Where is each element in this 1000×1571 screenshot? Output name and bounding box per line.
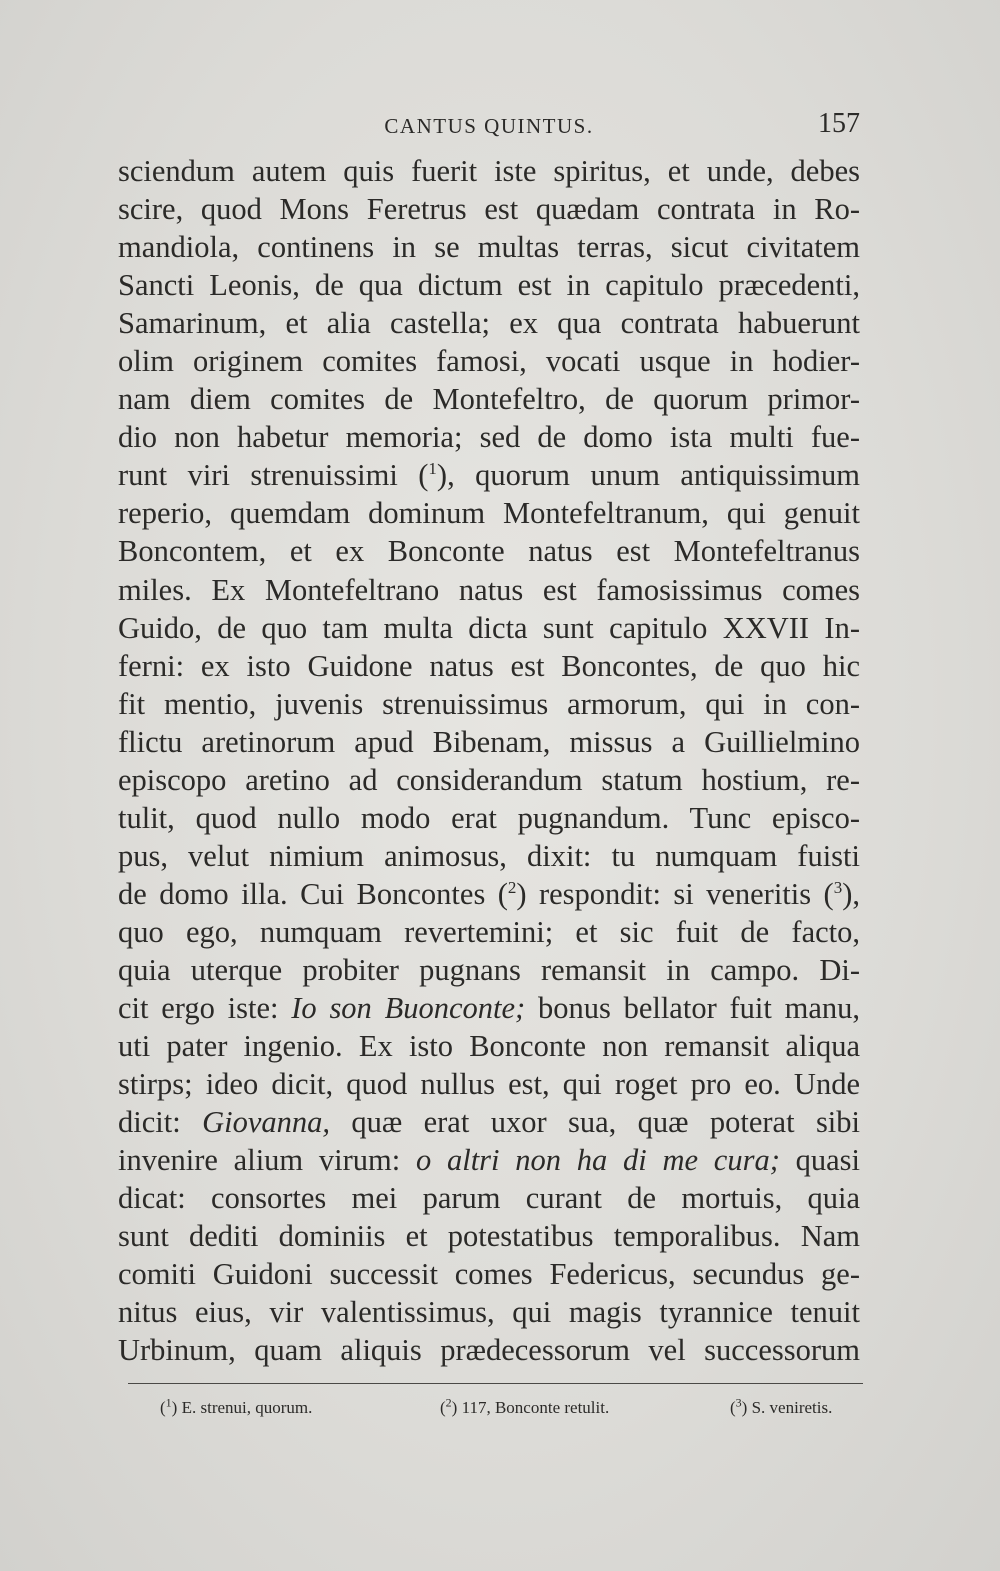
page-number: 157 — [818, 108, 860, 139]
text-segment: uti pater ingenio. Ex isto Bonconte non remansit aliqua — [118, 1029, 860, 1064]
text-line — [118, 1331, 860, 1369]
text-line — [118, 1027, 860, 1065]
text-segment: reperio, quemdam dominum Montefeltranum, qui genuit — [118, 496, 860, 531]
text-line — [118, 1103, 860, 1141]
text-line — [118, 190, 860, 228]
text-segment: Urbinum, quam aliquis prædecessorum vel successorum — [118, 1333, 860, 1368]
text-line — [118, 380, 860, 418]
text-line — [118, 1179, 860, 1217]
text-line — [118, 152, 860, 190]
footnote-reference: 3 — [833, 877, 843, 897]
text-segment: episcopo aretino ad considerandum statum hostium, re- — [118, 762, 860, 797]
text-segment: fit mentio, juvenis strenuissimus armorum, qui in con- — [118, 686, 860, 721]
text-segment: tulit, quod nullo modo erat pugnandum. Tunc episco- — [118, 800, 860, 835]
text-segment: Guido, de quo tam multa dicta sunt capitulo XXVII In- — [118, 610, 860, 645]
text-line — [118, 723, 860, 761]
text-line — [118, 609, 860, 647]
text-segment: ), — [842, 876, 860, 911]
footnote-marker: 3 — [735, 1395, 742, 1410]
text-segment: Boncontem, et ex Bonconte natus est Montefeltranus — [118, 534, 860, 569]
text-segment: sciendum autem quis fuerit iste spiritus, et unde, debes — [118, 154, 860, 188]
text-segment: comiti Guidoni successit comes Federicus, secundus ge- — [118, 1257, 860, 1292]
running-title: CANTUS QUINTUS. — [384, 114, 594, 138]
text-segment: Samarinum, et alia castella; ex qua contrata habuerunt — [118, 306, 860, 341]
text-line — [118, 951, 860, 989]
running-head — [118, 108, 860, 144]
text-line — [118, 1141, 860, 1179]
footnote-reference: 1 — [428, 459, 437, 479]
text-line — [118, 532, 860, 570]
text-segment: pus, velut nimium animosus, dixit: tu numquam fuisti — [118, 838, 860, 873]
italic-quote: o altri non ha di me cura; — [415, 1143, 780, 1178]
text-segment: dio non habetur memoria; sed de domo ista multi fue- — [118, 420, 860, 455]
footnotes — [160, 1395, 863, 1428]
text-line — [118, 647, 860, 685]
text-line — [118, 837, 860, 875]
text-segment: quo ego, numquam revertemini; et sic fuit de facto, — [118, 914, 860, 949]
text-segment: stirps; ideo dicit, quod nullus est, qui roget pro eo. Unde — [118, 1067, 860, 1102]
text-line — [118, 571, 860, 609]
text-segment: nitus eius, vir valentissimus, qui magis tyrannice tenuit — [118, 1295, 860, 1330]
text-segment: miles. Ex Montefeltrano natus est famosissimus comes — [118, 572, 860, 607]
text-line — [118, 342, 860, 380]
text-line — [118, 875, 860, 913]
footnote-marker: 1 — [165, 1395, 172, 1410]
text-line — [118, 494, 860, 532]
text-segment: Sancti Leonis, de qua dictum est in capitulo præcedenti, — [118, 268, 860, 303]
text-segment: sunt dediti dominiis et potestatibus temporalibus. Nam — [118, 1219, 860, 1254]
text-segment: quasi — [779, 1143, 860, 1178]
text-segment: cit ergo iste: — [118, 991, 292, 1026]
footnote-1: ($^1$) E. strenui, quorum. — [160, 1395, 313, 1417]
text-line — [118, 456, 860, 494]
text-line — [118, 228, 860, 266]
text-line — [118, 418, 860, 456]
text-line — [118, 799, 860, 837]
footnote-2: ($^2$) 117, Bonconte retulit. — [440, 1395, 610, 1417]
text-segment: quia uterque probiter pugnans remansit in campo. Di- — [118, 952, 860, 987]
text-segment: scire, quod Mons Feretrus est quædam contrata in Ro- — [118, 192, 860, 227]
footnote-divider — [128, 1383, 863, 1384]
footnote-3: ($^3$) S. veniretis. — [730, 1395, 833, 1417]
text-segment: ferni: ex isto Guidone natus est Boncontes, de quo hic — [118, 648, 860, 683]
text-segment: dicit: — [118, 1105, 203, 1140]
text-line — [118, 304, 860, 342]
footnote-text: E. strenui, quorum. — [181, 1398, 313, 1417]
text-segment: dicat: consortes mei parum curant de mortuis, quia — [118, 1181, 860, 1216]
italic-quote: Giovanna, — [202, 1105, 330, 1140]
footnote-text: S. veniretis. — [751, 1398, 833, 1417]
text-segment: runt viri strenuissimi ( — [118, 458, 429, 493]
footnote-marker: 2 — [445, 1395, 452, 1410]
text-segment: flictu aretinorum apud Bibenam, missus a Guillielmino — [118, 724, 860, 759]
text-segment: de domo illa. Cui Boncontes ( — [118, 876, 508, 911]
text-segment: quæ erat uxor sua, quæ poterat sibi — [330, 1105, 861, 1140]
text-line — [118, 685, 860, 723]
text-line — [118, 1217, 860, 1255]
footnote-text: 117, Bonconte retulit. — [461, 1398, 610, 1417]
text-line — [118, 913, 860, 951]
text-segment: invenire alium virum: — [118, 1143, 416, 1178]
text-line — [118, 761, 860, 799]
text-segment: ), quorum unum antiquissimum — [436, 458, 860, 493]
text-segment: ) respondit: si veneritis ( — [516, 876, 834, 911]
text-line — [118, 1293, 860, 1331]
text-line — [118, 1065, 860, 1103]
footnote-reference: 2 — [507, 877, 517, 897]
italic-quote: Io son Buonconte; — [291, 991, 526, 1026]
text-segment: olim originem comites famosi, vocati usque in hodier- — [118, 344, 860, 379]
text-line — [118, 1255, 860, 1293]
body-text — [118, 152, 860, 1370]
text-line — [118, 989, 860, 1027]
text-segment: nam diem comites de Montefeltro, de quorum primor- — [118, 382, 860, 417]
text-segment: bonus bellator fuit manu, — [525, 991, 860, 1026]
text-line — [118, 266, 860, 304]
text-segment: mandiola, continens in se multas terras, sicut civitatem — [118, 230, 860, 265]
